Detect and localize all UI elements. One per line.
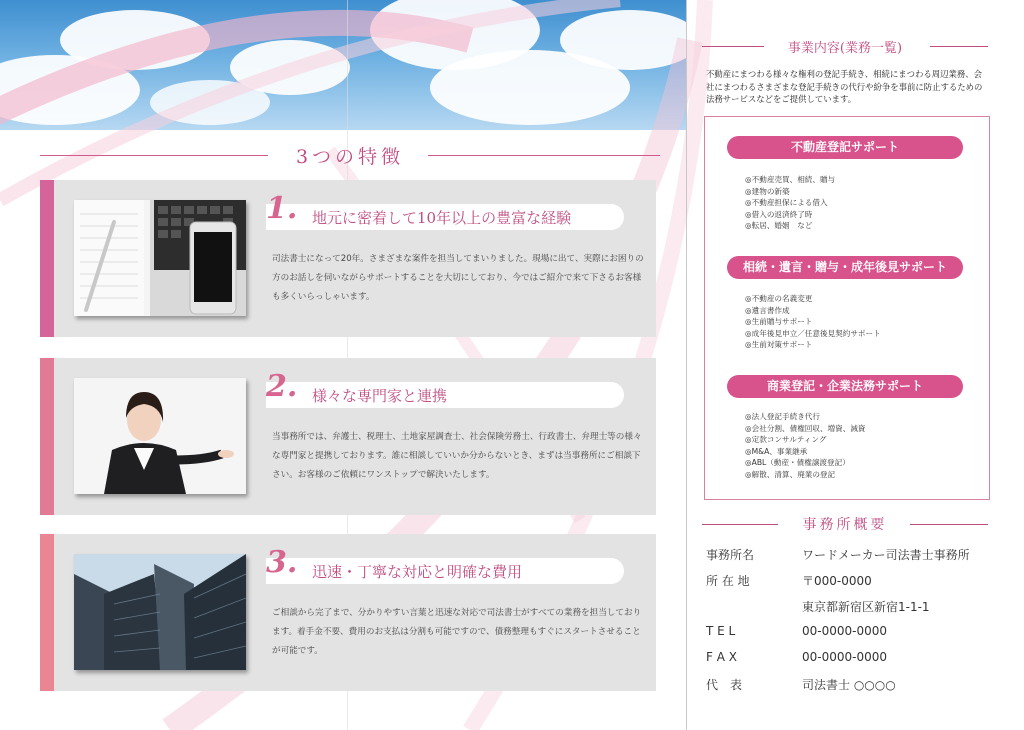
service-item: ◎生前贈与サポート	[745, 317, 813, 327]
service-item: ◎ABL（動産・債権譲渡登記）	[745, 458, 850, 468]
feature-body: 司法書士になって20年。さまざまな案件を担当してまいりました。現場に出て、実際にお困りの方のお話しを伺いながらサポートすることを大切にしており、今ではご紹介で来て下さるお客様も多くいらっしゃいます。	[272, 254, 644, 302]
service-item: ◎遺言書作成	[745, 305, 790, 315]
features-title	[40, 140, 660, 170]
service-item: ◎成年後見申立／任意後見契約サポート	[745, 328, 881, 338]
service-item: ◎建物の新築	[745, 186, 790, 196]
office-value: 司法書士 ○○○○	[802, 678, 896, 692]
service-item: ◎生前対策サポート	[745, 340, 813, 350]
service-item: ◎M&A、事業継承	[745, 446, 808, 456]
feature-accent-bar	[40, 358, 54, 515]
office-title-text: 事務所概要	[802, 517, 888, 533]
feature-accent-bar	[40, 180, 54, 337]
office-value: 東京都新宿区新宿1-1-1	[802, 600, 930, 614]
services-title	[702, 36, 988, 56]
service-item: ◎会社分割、債権回収、増資、減資	[745, 423, 866, 433]
office-label: F A X	[706, 650, 737, 664]
right-panel	[700, 0, 1000, 730]
office-value: 00-0000-0000	[802, 650, 888, 664]
office-value: ワードメーカー司法書士事務所	[802, 548, 970, 562]
service-list	[745, 293, 881, 351]
service-group-title: 不動産登記サポート	[727, 136, 963, 159]
feature-number: 3.	[266, 545, 298, 580]
office-label: 所 在 地	[706, 574, 750, 588]
feature-number: 2.	[266, 369, 298, 404]
laptop-phone-photo	[74, 200, 246, 316]
service-item: ◎法人登記手続き代行	[745, 412, 820, 421]
service-group-title: 商業登記・企業法務サポート	[727, 375, 963, 398]
feature-heading: 地元に密着して10年以上の豊富な経験	[312, 209, 572, 227]
feature-number: 1.	[266, 191, 298, 226]
feature-card-3	[40, 534, 656, 691]
office-label: 事務所名	[706, 548, 755, 562]
features-title-text: 3つの特徴	[295, 146, 405, 168]
service-item: ◎解散、清算、廃業の登記	[745, 469, 836, 479]
service-item: ◎転居、婚姻 など	[745, 221, 813, 231]
service-list	[745, 174, 835, 232]
panel-divider	[686, 0, 687, 730]
businesswoman-photo	[74, 378, 246, 494]
service-item: ◎定款コンサルティング	[745, 435, 827, 445]
office-value: 00-0000-0000	[802, 624, 888, 638]
office-label: T E L	[706, 624, 736, 638]
feature-card-1	[40, 180, 656, 337]
services-box	[704, 116, 990, 500]
office-value: 〒000-0000	[802, 574, 872, 588]
service-group-title: 相続・遺言・贈与・成年後見サポート	[727, 256, 963, 279]
service-item: ◎不動産売買、相続、贈与	[745, 175, 836, 184]
office-buildings-photo	[74, 554, 246, 670]
office-title	[702, 514, 988, 534]
service-item: ◎借入の返済終了時	[745, 209, 813, 219]
feature-accent-bar	[40, 534, 54, 691]
service-list	[745, 411, 866, 481]
services-intro: 不動産にまつわる様々な権利の登記手続き、相続にまつわる周辺業務、会社にまつわるさまざまな登記手続きの代行や紛争を事前に防止するための法務サービスなどをご提供しています。	[706, 69, 983, 104]
feature-body: 当事務所では、弁護士、税理士、土地家屋調査士、社会保険労務士、行政書士、弁理士等の様々な専門家と提携しております。誰に相談していいか分からないとき、まずは当事務所にご相談下さい。お客様のご依頼にワンストップで解決いたします。	[272, 432, 642, 480]
feature-heading: 迅速・丁寧な対応と明確な費用	[312, 563, 523, 581]
feature-body: ご相談から完了まで、分かりやすい言葉と迅速な対応で司法書士がすべての業務を担当しております。着手金不要、費用のお支払は分割も可能ですので、債務整理もすぐにスタートさせることが可能です。	[272, 608, 642, 656]
feature-heading: 様々な専門家と連携	[312, 387, 448, 405]
office-label: 代 表	[706, 678, 743, 692]
sky-header-photo	[0, 0, 686, 130]
service-item: ◎不動産の名義変更	[745, 294, 813, 303]
services-title-text: 事業内容(業務一覧)	[787, 41, 903, 56]
feature-card-2	[40, 358, 656, 515]
service-item: ◎不動産担保による借入	[745, 198, 828, 208]
